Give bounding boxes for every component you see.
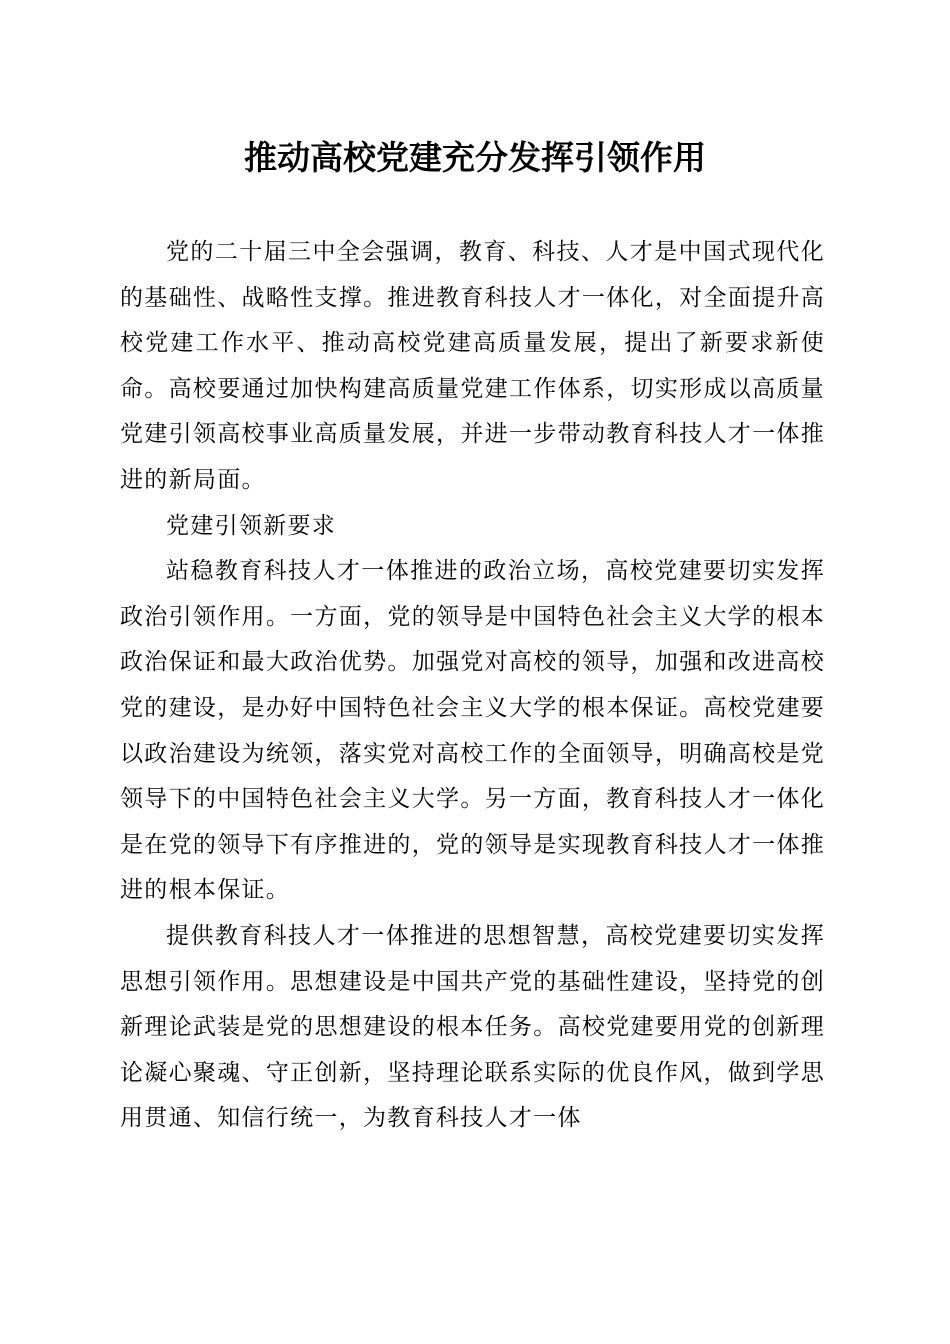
paragraph-political-leadership: 站稳教育科技人才一体推进的政治立场，高校党建要切实发挥政治引领作用。一方面，党的领导是中国特色社会主义大学的根本政治保证和最大政治优势。加强党对高校的领导，加强和改进高校党的建设，是办好中国特色社会主义大学的根本保证。高校党建要以政治建设为统领，落实党对高校工作的全面领导，明确高校是党领导下的中国特色社会主义大学。另一方面，教育科技人才一体化是在党的领导下有序推进的，党的领导是实现教育科技人才一体推进的根本保证。 (120, 558, 825, 904)
document-body (120, 230, 825, 1142)
document-title: 推动高校党建充分发挥引领作用 (244, 138, 706, 177)
section-heading: 党建引领新要求 (166, 512, 337, 539)
paragraph-intro: 党的二十届三中全会强调，教育、科技、人才是中国式现代化的基础性、战略性支撑。推进教育科技人才一体化，对全面提升高校党建工作水平、推动高校党建高质量发展，提出了新要求新使命。高校要通过加快构建高质量党建工作体系，切实形成以高质量党建引领高校事业高质量发展，并进一步带动教育科技人才一体推进的新局面。 (120, 239, 825, 493)
paragraph-ideological-leadership: 提供教育科技人才一体推进的思想智慧，高校党建要切实发挥思想引领作用。思想建设是中国共产党的基础性建设，坚持党的创新理论武装是党的思想建设的根本任务。高校党建要用党的创新理论凝心聚魂、守正创新，坚持理论联系实际的优良作风，做到学思用贯通、知信行统一，为教育科技人才一体 (120, 922, 825, 1132)
